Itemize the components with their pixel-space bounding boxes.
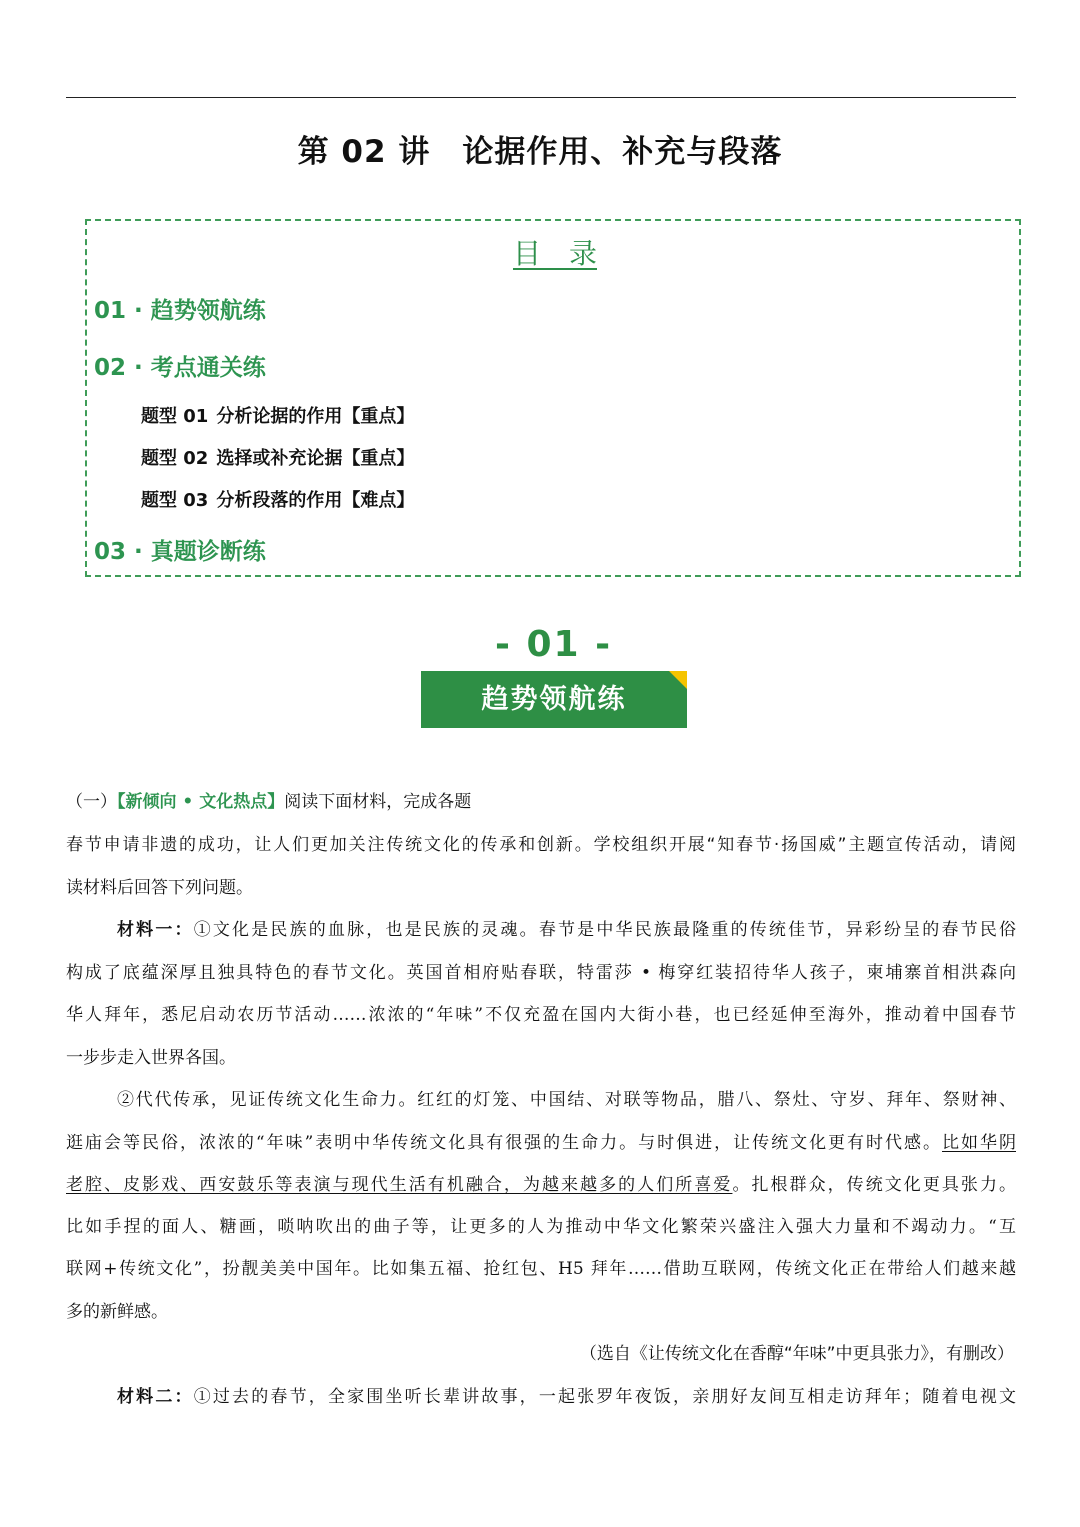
material-line: 联网+传统文化”，扮靓美美中国年。比如集五福、抢红包、H5 拜年……借助互联网，传统文化正在带给人们越来越: [66, 1259, 1016, 1279]
part-tag: 【新倾向 • 文化热点】: [117, 792, 285, 812]
underlined-text: 比如华阴: [942, 1133, 1016, 1153]
material-line: [117, 915, 1016, 940]
toc-type-label: 题型 03: [141, 490, 209, 511]
lecture-title: 第 02 讲 论据作用、补充与段落: [297, 134, 783, 170]
material-text: 逛庙会等民俗，浓浓的“年味”表明中华传统文化具有很强的生命力。与时俱进，让传统文化更有时代感。: [66, 1133, 943, 1153]
material-line: ②代代传承，见证传统文化生命力。红红的灯笼、中国结、对联等物品，腊八、祭灶、守岁、拜年、祭财神、: [117, 1090, 1016, 1110]
toc-type-name: 分析论据的作用: [216, 406, 343, 427]
material-text: 。扎根群众，传统文化更具张力。: [732, 1175, 1016, 1195]
material-label: 材料一：: [117, 920, 194, 940]
material-line: 构成了底蕴深厚且独具特色的春节文化。英国首相府贴春联，特雷莎 • 梅穿红装招待华人孩子，柬埔寨首相洪森向: [66, 963, 1016, 983]
toc-type-label: 题型 01: [141, 406, 209, 427]
toc-type-03[interactable]: [141, 486, 414, 512]
toc-type-tag: 【重点】: [342, 406, 415, 427]
header-rule: [66, 97, 1016, 98]
toc-section-label: 真题诊断练: [150, 539, 266, 565]
toc-type-01[interactable]: [141, 402, 414, 428]
toc-type-name: 选择或补充论据: [216, 448, 343, 469]
toc-section-02[interactable]: [94, 349, 266, 382]
toc-section-num: 01: [94, 298, 127, 324]
material-line: [117, 1382, 1016, 1407]
toc-type-name: 分析段落的作用: [216, 490, 343, 511]
toc-type-tag: 【难点】: [342, 490, 415, 511]
section-badge-label: 趋势领航练: [481, 684, 627, 715]
material-line: [66, 1128, 1016, 1153]
toc-section-01[interactable]: [94, 292, 266, 325]
toc-heading: 目 录: [512, 237, 597, 270]
material-line: 比如手捏的面人、糖画，唢呐吹出的曲子等，让更多的人为推动中华文化繁荣兴盛注入强大力量和不竭动力。“互: [66, 1217, 1016, 1237]
toc-section-dot: ·: [134, 539, 143, 565]
toc-section-num: 03: [94, 539, 127, 565]
toc-type-tag: 【重点】: [342, 448, 415, 469]
toc-section-num: 02: [94, 355, 127, 381]
material-text: ①文化是民族的血脉，也是民族的灵魂。春节是中华民族最隆重的传统佳节，异彩纷呈的春节民俗: [193, 920, 1016, 940]
material-line: 一步步走入世界各国。: [66, 1048, 236, 1068]
part-label: （一）: [66, 792, 117, 812]
toc-section-dot: ·: [134, 298, 143, 324]
material-text: ①过去的春节，全家围坐听长辈讲故事，一起张罗年夜饭，亲朋好友间互相走访拜年；随着电视文: [193, 1387, 1016, 1407]
toc-section-label: 考点通关练: [150, 355, 266, 381]
material-line: [66, 1170, 1016, 1195]
toc-section-03[interactable]: [94, 533, 266, 566]
intro-line: 读材料后回答下列问题。: [66, 878, 253, 898]
toc-section-label: 趋势领航练: [150, 298, 266, 324]
material-source: （选自《让传统文化在香醇“年味”中更具张力》，有删改）: [579, 1344, 1014, 1364]
toc-type-label: 题型 02: [141, 448, 209, 469]
toc-section-dot: ·: [134, 355, 143, 381]
intro-line: 春节申请非遗的成功，让人们更加关注传统文化的传承和创新。学校组织开展“知春节·扬国威”主题宣传活动，请阅: [66, 835, 1016, 855]
material-line: 华人拜年，悉尼启动农历节活动……浓浓的“年味”不仅充盈在国内大街小巷，也已经延伸至海外，推动着中国春节: [66, 1005, 1016, 1025]
toc-box: [85, 219, 1021, 577]
part-instruction: 阅读下面材料，完成各题: [284, 792, 472, 812]
toc-type-02[interactable]: [141, 444, 414, 470]
section-badge: [421, 671, 687, 728]
underlined-text: 老腔、皮影戏、西安鼓乐等表演与现代生活有机融合，为越来越多的人们所喜爱: [66, 1175, 733, 1195]
material-label: 材料二：: [117, 1387, 194, 1407]
material-line: 多的新鲜感。: [66, 1302, 168, 1322]
passage-part-heading: [66, 787, 1016, 812]
section-badge-number: - 01 -: [494, 624, 613, 665]
